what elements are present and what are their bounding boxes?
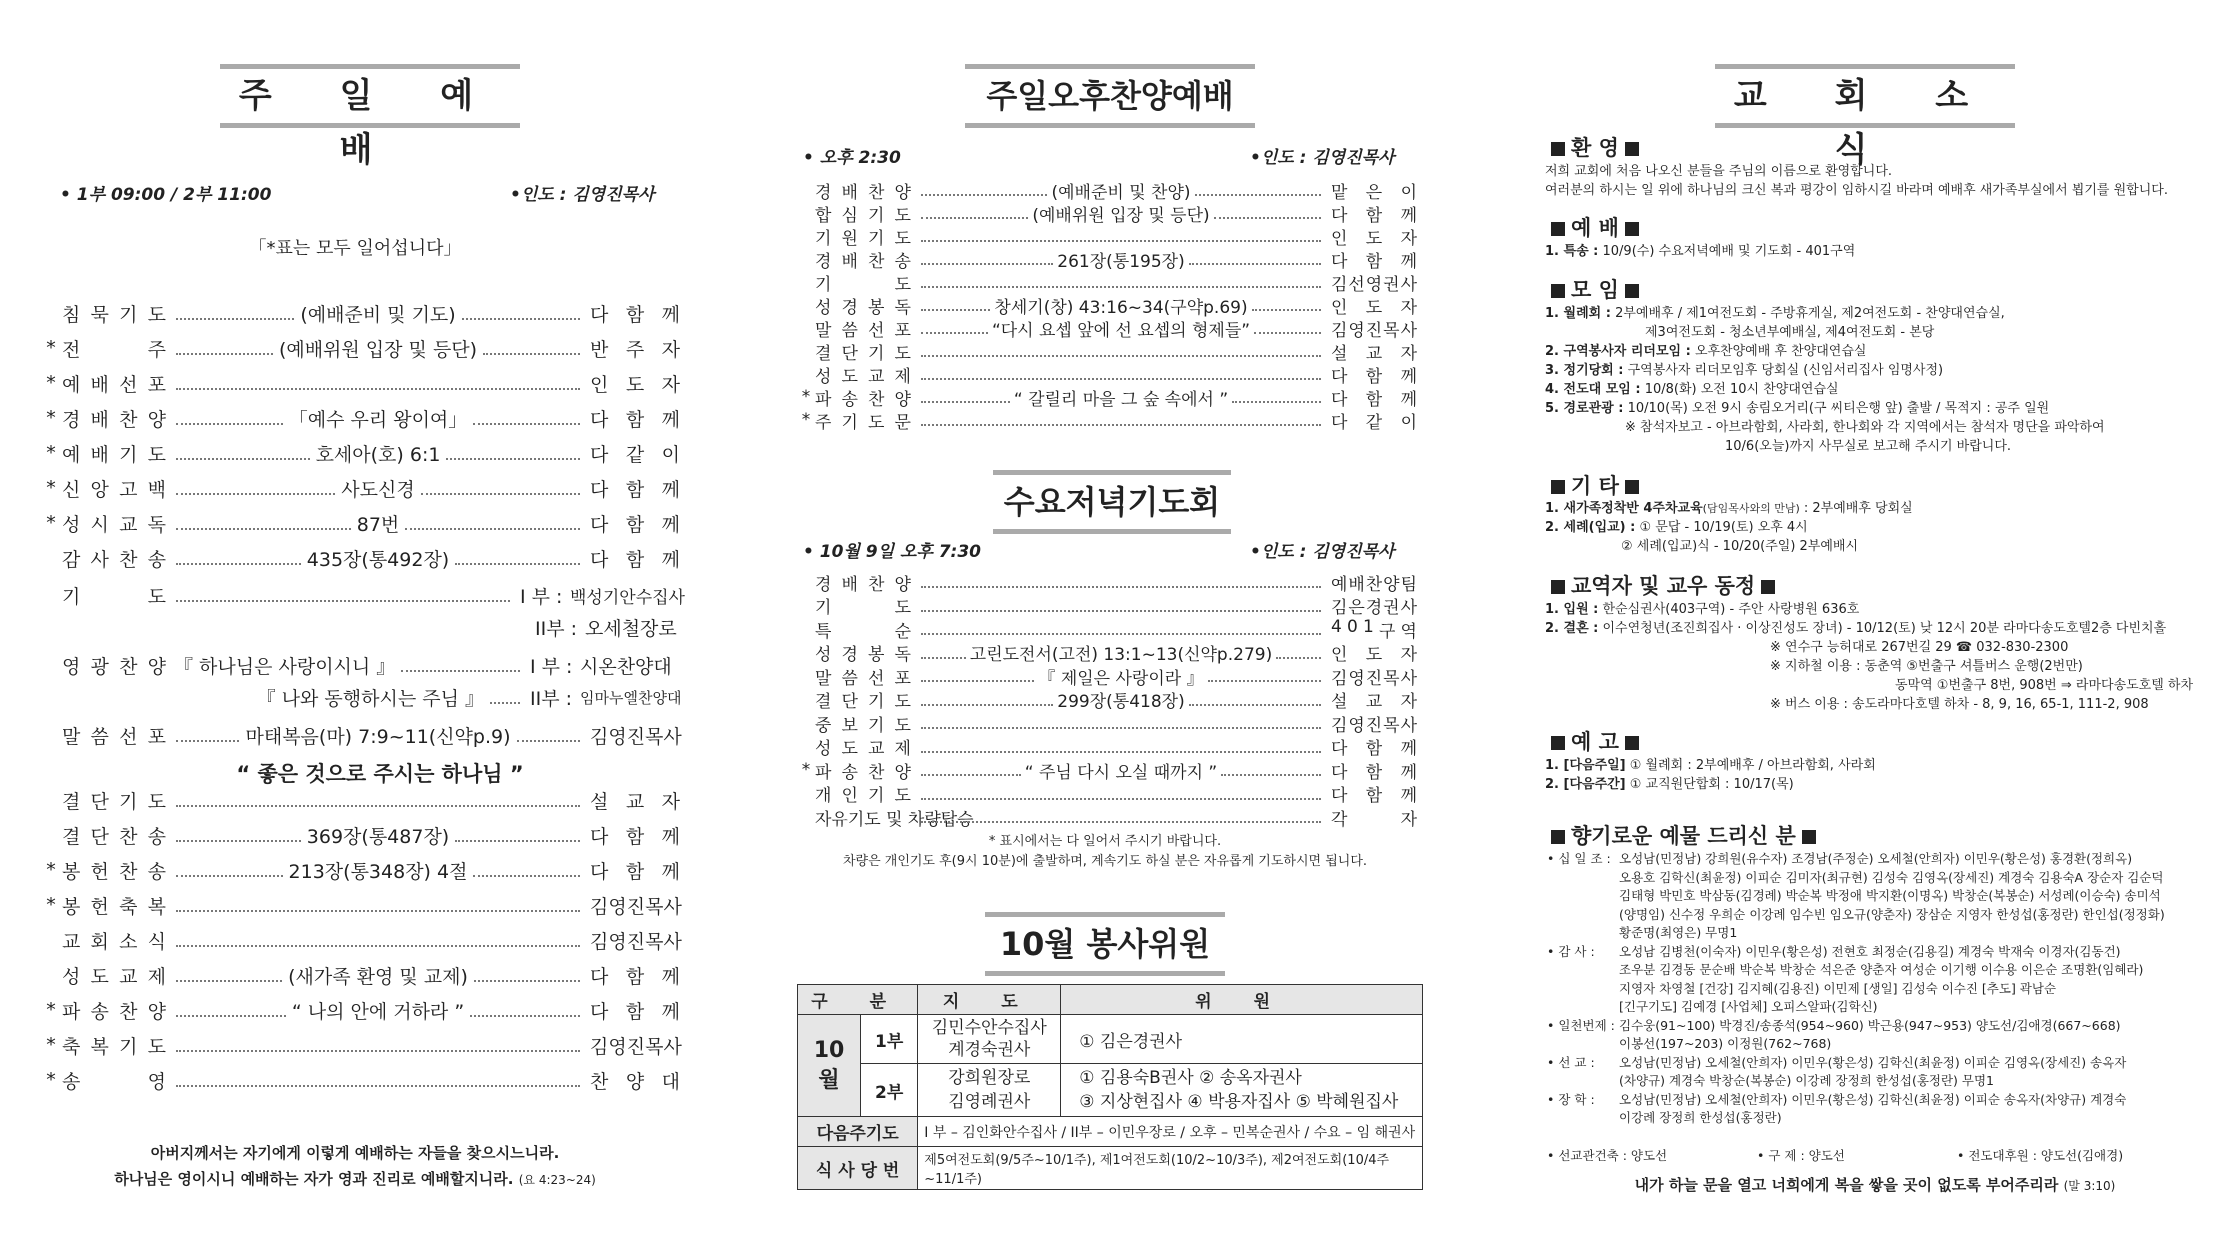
- order-name: 신 앙 고 백: [62, 478, 166, 501]
- offering-line: 지영자 차영철 [건강] 김지혜(김용진) 이민제 [생일] 김성숙 이수진 [추도] 곽남순: [1619, 980, 2057, 996]
- order-detail: “ 주님 다시 오실 때까지 ”: [1024, 762, 1218, 783]
- col-header: 지 도: [918, 985, 1061, 1015]
- order-name: 축 복 기 도: [62, 1035, 166, 1058]
- order-name: 파 송 찬 양: [815, 762, 911, 783]
- member-cell: ① 김용숙B권사 ② 송옥자권사 ③ 지상현집사 ④ 박용자집사 ⑤ 박혜원집사: [1061, 1064, 1423, 1117]
- order-name: 개 인 기 도: [815, 786, 911, 806]
- standing-mark: *: [46, 372, 56, 394]
- col-header: 구 분: [798, 985, 918, 1015]
- order-detail: 261장(통195장): [1057, 251, 1185, 272]
- order-name: 결 단 기 도: [815, 343, 911, 364]
- meeting-heading: 모 임: [1545, 274, 1645, 304]
- order-person: 다 함 께: [590, 825, 680, 848]
- order-name: 말 씀 선 포: [815, 668, 911, 689]
- part-cell: 2부: [861, 1064, 918, 1117]
- order-person: 4 0 1 구 역: [1331, 616, 1417, 642]
- square-icon: [1625, 142, 1639, 156]
- service-committee-table: [797, 984, 1423, 1190]
- verse-line-1: 아버지께서는 자기에게 이렇게 예배하는 자들을 찾으시느니라.: [150, 1144, 560, 1162]
- part-cell: 1부: [861, 1015, 918, 1064]
- standing-mark: *: [801, 387, 811, 407]
- order-name: 주 기 도 문: [815, 412, 911, 433]
- order-name: 송 영: [62, 1070, 166, 1093]
- part-label: I 부 :: [520, 585, 563, 608]
- order-detail: 사도신경: [341, 478, 415, 501]
- order-detail: 『 제일은 사랑이라 』: [1038, 668, 1204, 689]
- offering-line: • 장 학 : 오성남(민정남) 오세철(안희자) 이민우(황은성) 김학신(최윤정) 이피순 송옥자(차양규) 계경숙: [1547, 1091, 2127, 1107]
- offering-line: (양명임) 신수정 우희순 이강례 임수빈 임오규(양춘자) 장삼순 지영자 한성섭(홍정란) 한인섭(정정화): [1619, 906, 2165, 922]
- order-person: 다 함 께: [1331, 251, 1417, 272]
- order-person: 예 배 찬 양 팀: [1331, 574, 1417, 595]
- order-name: 성 시 교 독: [62, 513, 166, 536]
- order-row: [797, 178, 1417, 202]
- order-detail: 고린도전서(고전) 13:1~13(신약p.279): [969, 645, 1273, 665]
- order-row: [797, 782, 1417, 806]
- order-person: 설 교 자: [590, 790, 680, 813]
- welcome-text: 저희 교회에 처음 나오신 분들을 주님의 이름으로 환영합니다. 여러분의 하시는 일 위에 하나님의 크신 복과 평강이 임하시길 바라며 예배후 새가족부실에서 뵙기를 원합니다.: [1545, 164, 2168, 198]
- order-detail: 창세기(창) 43:16~34(구약p.69): [994, 297, 1248, 318]
- order-detail: (새가족 환영 및 교제): [288, 965, 468, 988]
- standing-mark: *: [46, 1034, 56, 1056]
- order-detail: 213장(통348장) 4절: [288, 860, 468, 883]
- staff-news-heading: 교역자 및 교우 동정: [1545, 570, 1781, 600]
- order-person: 김 영 진 목 사: [590, 1035, 682, 1058]
- church-news-column: [1535, 0, 2215, 1240]
- order-name: 기 도: [62, 585, 166, 608]
- order-row: [797, 408, 1417, 432]
- closing-verse: 내가 하늘 문을 열고 너희에게 복을 쌓을 곳이 없도록 부어주리라 (말 3:10): [1634, 1176, 2116, 1194]
- member-cell: ① 김은경권사: [1061, 1015, 1423, 1064]
- order-name: 말 씀 선 포: [62, 725, 166, 748]
- part-label: I 부 :: [530, 655, 573, 678]
- table-row: [798, 1015, 1423, 1064]
- order-person: 김 영 진 목 사: [1331, 715, 1417, 736]
- order-name: 중 보 기 도: [815, 715, 911, 736]
- staff-news-text: 1. 입원 : 한순심권사(403구역) - 주안 사랑병원 636호 2. 결혼 : 이수연청년(조진희집사 · 이상진성도 장녀) - 10/12(토) 낮 12시 20분 라마다송도호텔2층 다빈치홀 ※ 연수구 능허대로 267번길 29 ☎ 032-830-2300 ※ 지하철 이용 : 동춘역 ⑤번출구 셔틀버스 운행(2번만) 동막역 ①번출구 8번, 908번 ⇒ 라마다송도호텔 하차 ※ 버스 이용 : 송도라마다호텔 하차 - 8, 9, 16, 65-1, 111-2, 908: [1545, 602, 2194, 712]
- choir-song-1: 『 하나님은 사랑이시니 』: [174, 655, 396, 678]
- order-row: [797, 758, 1417, 782]
- order-person: 다 함 께: [1331, 366, 1417, 387]
- order-row: [40, 438, 680, 468]
- order-person: 다 함 께: [590, 548, 680, 571]
- order-person: 다 함 께: [590, 408, 680, 431]
- order-person: 설 교 자: [1331, 692, 1417, 712]
- standing-mark: *: [46, 442, 56, 464]
- prayer-leader-2: 오세철장로: [585, 617, 677, 640]
- square-icon: [1551, 142, 1565, 156]
- offering-list: [1547, 850, 2215, 1128]
- part-label: II부 :: [535, 617, 578, 640]
- month-cell: 10월: [798, 1015, 861, 1117]
- offering-line: (차양규) 계경숙 박창순(복봉순) 이강례 장정희 한성섭(홍정란) 무명1: [1619, 1073, 1995, 1088]
- order-detail: 369장(통487장): [306, 825, 450, 848]
- afternoon-leader: •인도 : 김영진목사: [1250, 148, 1395, 168]
- offering-heading: 향기로운 예물 드리신 분: [1545, 820, 1822, 850]
- order-detail: (예배준비 및 찬양): [1051, 182, 1191, 203]
- offering-line: 김태형 박민호 박삼동(김경례) 박순복 박정애 박지환(이명옥) 박창순(복봉순) 서성례(이승숙) 송미석: [1619, 888, 2161, 903]
- order-name: 봉 헌 축 복: [62, 895, 166, 918]
- order-row: [797, 201, 1417, 225]
- order-name: 성 도 교 제: [815, 366, 911, 387]
- next-week-prayer-value: I 부 – 김인화안수집사 / II부 – 이민우장로 / 오후 – 민복순권사 / 수요 – 임 해권사: [918, 1117, 1423, 1147]
- order-person: 맡 은 이: [1331, 182, 1417, 203]
- order-name: 결 단 찬 송: [62, 825, 166, 848]
- notice-text: 1. [다음주일] ① 월례회 : 2부예배후 / 아브라함회, 사라회 2. [다음주간] ① 교직원단합회 : 10/17(목): [1545, 758, 1876, 792]
- order-row: [797, 270, 1417, 294]
- standing-mark: *: [46, 859, 56, 881]
- order-name: 기 원 기 도: [815, 228, 911, 249]
- standing-mark: *: [46, 512, 56, 534]
- order-row: [40, 508, 680, 538]
- order-person: 다 함 께: [1331, 389, 1417, 410]
- standing-mark: *: [46, 1069, 56, 1091]
- sermon-row: [40, 720, 690, 750]
- square-icon: [1551, 222, 1565, 236]
- order-person: 다 같 이: [1331, 412, 1417, 433]
- order-name: 전 주: [62, 338, 166, 361]
- order-name: 합 심 기 도: [815, 205, 911, 226]
- order-detail: “ 나의 안에 거하라 ”: [291, 1000, 465, 1023]
- order-person: 찬 양 대: [590, 1070, 680, 1093]
- order-row: [40, 473, 680, 503]
- leader-cell: 김민수안수집사 계경숙권사: [918, 1015, 1061, 1064]
- offering-line: 오용호 김학신(최윤정) 이피순 김미자(최규현) 김성숙 김영옥(장세진) 계경숙 김용숙A 장순자 김순덕: [1619, 869, 2164, 885]
- order-detail: 87번: [356, 513, 400, 536]
- order-row: [40, 368, 680, 398]
- order-person: 다 함 께: [590, 513, 680, 536]
- order-row: [40, 543, 680, 573]
- worship-text: 1. 특송 : 10/9(수) 수요저녁예배 및 기도회 - 401구역: [1545, 244, 1856, 259]
- order-row: [797, 224, 1417, 248]
- wednesday-prayer-title: 수요저녁기도회: [993, 470, 1231, 534]
- afternoon-time: • 오후 2:30: [803, 148, 901, 168]
- order-row: [40, 925, 680, 955]
- order-row: [797, 339, 1417, 363]
- order-row: [40, 333, 680, 363]
- order-name: 영 광 찬 양: [62, 655, 166, 678]
- worship-heading: 예 배: [1545, 212, 1645, 242]
- order-person: 다 함 께: [1331, 205, 1417, 226]
- order-person: 반 주 자: [590, 338, 680, 361]
- offering-line: • 일천번제 : 김수웅(91~100) 박경진/송종석(954~960) 박근용(947~953) 양도선/김애경(667~668): [1547, 1017, 2121, 1033]
- order-person: 다 함 께: [590, 478, 680, 501]
- order-name: 파 송 찬 양: [815, 389, 911, 410]
- worship-leader: •인도 : 김영진목사: [510, 185, 655, 205]
- order-detail: “다시 요셉 앞에 선 요셉의 형제들”: [991, 320, 1251, 341]
- order-detail: (예배위원 입장 및 등단): [278, 338, 478, 361]
- order-row: [40, 890, 680, 920]
- order-name: 말 씀 선 포: [815, 320, 911, 341]
- standing-mark: *: [801, 760, 811, 780]
- square-icon: [1625, 480, 1639, 494]
- standing-mark: *: [46, 894, 56, 916]
- order-person: 김 영 진 목 사: [590, 895, 682, 918]
- notice-heading: 예 고: [1545, 726, 1645, 756]
- order-row: [797, 293, 1417, 317]
- welcome-heading: 환 영: [1545, 132, 1645, 162]
- order-detail: “ 갈릴리 마을 그 숲 속에서 ”: [1013, 389, 1229, 410]
- order-row: [40, 1030, 680, 1060]
- order-person: 인 도 자: [1331, 297, 1417, 318]
- order-person: 설 교 자: [1331, 343, 1417, 364]
- square-icon: [1625, 222, 1639, 236]
- choir-row-2: [170, 682, 690, 712]
- prayer-leader-1: 백성기안수집사: [570, 587, 685, 608]
- order-name: 기 도: [815, 274, 911, 295]
- table-row: [798, 1064, 1423, 1117]
- order-detail: (예배위원 입장 및 등단): [1032, 205, 1210, 226]
- order-name: 예 배 선 포: [62, 373, 166, 396]
- order-person: 다 함 께: [590, 303, 680, 326]
- offering-extra: • 선교관건축 : 양도선 • 구 제 : 양도선 • 전도대후원 : 양도선(김애경): [1547, 1148, 2124, 1163]
- sunday-worship-title: [220, 64, 520, 170]
- order-name: 성 도 교 제: [815, 739, 911, 759]
- order-name: 경 배 찬 양: [62, 408, 166, 431]
- worship-time: • 1부 09:00 / 2부 11:00: [60, 185, 272, 205]
- offering-line: 이봉선(197~203) 이정원(762~768): [1619, 1036, 1832, 1051]
- square-icon: [1551, 830, 1565, 844]
- order-row: [797, 805, 1417, 829]
- order-name: 경 배 찬 송: [815, 251, 911, 272]
- order-person: 다 함 께: [1331, 786, 1417, 806]
- offering-line: [긴구기도] 김예경 [사업체] 오피스알파(김학신): [1619, 999, 1878, 1014]
- part-label: II부 :: [530, 687, 573, 710]
- afternoon-worship-title: 주일오후찬양예배: [965, 64, 1255, 128]
- order-person: 김 영 진 목 사: [590, 930, 682, 953]
- offering-line: • 감 사 : 오성남 김병천(이숙자) 이민우(황은성) 전현호 최정순(김용길) 계경숙 박재숙 이경자(김동건): [1547, 943, 2121, 959]
- order-row: [40, 403, 680, 433]
- choir-song-2: 『 나와 동행하시는 주님 』: [256, 687, 484, 710]
- order-row: [797, 247, 1417, 271]
- meal-duty-label: 식 사 당 번: [798, 1147, 918, 1190]
- square-icon: [1551, 736, 1565, 750]
- order-name: 성 경 봉 독: [815, 297, 911, 318]
- square-icon: [1551, 580, 1565, 594]
- order-person: 김 은 경 권 사: [1331, 598, 1417, 618]
- standing-mark: *: [46, 337, 56, 359]
- order-row: [797, 711, 1417, 735]
- square-icon: [1625, 284, 1639, 298]
- meal-duty-value: 제5여전도회(9/5주~10/1주), 제1여전도회(10/2~10/3주), 제2여전도회(10/4주~11/1주): [918, 1147, 1423, 1190]
- order-person: 각 자: [1331, 809, 1417, 830]
- order-detail: 「예수 우리 왕이여」: [288, 408, 468, 431]
- order-name: 경 배 찬 양: [815, 574, 911, 595]
- offering-line: • 십 일 조 : 오성남(민정남) 강희원(유수자) 조경남(주정순) 오세철(안희자) 이민우(황은성) 홍경환(정희옥): [1547, 851, 2133, 866]
- order-detail: 435장(통492장): [306, 548, 450, 571]
- order-person: 다 함 께: [590, 860, 680, 883]
- order-name: 경 배 찬 양: [815, 182, 911, 203]
- order-row: [40, 785, 680, 815]
- sermon-preacher: 김영진목사: [590, 725, 682, 748]
- title-text: 주 일 예 배: [238, 76, 502, 170]
- offering-line: 이강례 장정희 한성섭(홍정란): [1619, 1110, 1782, 1125]
- table-header-row: [798, 985, 1423, 1015]
- order-person: 다 함 께: [1331, 762, 1417, 783]
- standing-note-2: * 표시에서는 다 일어서 주시기 바랍니다.: [988, 834, 1222, 849]
- square-icon: [1761, 580, 1775, 594]
- etc-text: 1. 새가족정착반 4주차교육(담임목사와의 만남) : 2부예배후 당회실 2. 세례(입교) : ① 문답 - 10/19(토) 오후 4시 ② 세례(입교)식 - 10/20(주일) 2부예배시: [1545, 501, 1913, 554]
- standing-note: 「*표는 모두 일어섭니다」: [248, 238, 462, 259]
- etc-heading: 기 타: [1545, 470, 1645, 500]
- standing-mark: *: [801, 410, 811, 430]
- order-detail: (예배준비 및 기도): [300, 303, 456, 326]
- vehicle-note: 차량은 개인기도 후(9시 10분)에 출발하며, 계속기도 하실 분은 자유롭게 기도하시면 됩니다.: [842, 854, 1368, 869]
- order-name: 자유기도 및 차량탑승: [815, 809, 974, 830]
- order-row: [797, 316, 1417, 340]
- order-row: [797, 688, 1417, 712]
- order-row: [797, 385, 1417, 409]
- order-name: 예 배 기 도: [62, 443, 166, 466]
- order-detail: 299장(통418장): [1057, 692, 1185, 712]
- order-name: 결 단 기 도: [815, 692, 911, 712]
- offering-line: 조우분 김경동 문순배 박순복 박창순 석은준 양춘자 여성순 이기행 이수용 이은순 조명환(임혜라): [1619, 962, 2144, 977]
- order-name: 봉 헌 찬 송: [62, 860, 166, 883]
- order-row: [40, 1065, 680, 1095]
- order-row: [797, 664, 1417, 688]
- square-icon: [1551, 284, 1565, 298]
- wednesday-time: • 10월 9일 오후 7:30: [803, 542, 981, 562]
- leader-cell: 강희원장로 김영례권사: [918, 1064, 1061, 1117]
- order-row: [797, 641, 1417, 665]
- table-row: [798, 1117, 1423, 1147]
- order-person: 다 같 이: [590, 443, 680, 466]
- choir-1: 시온찬양대: [580, 655, 672, 678]
- order-row: [797, 570, 1417, 594]
- service-committee-title: 10월 봉사위원: [985, 912, 1225, 976]
- sunday-worship-column: [0, 0, 710, 1240]
- order-name: 결 단 기 도: [62, 790, 166, 813]
- order-name: 기 도: [815, 598, 911, 618]
- order-name: 특 순: [815, 621, 911, 642]
- sermon-title: “ 좋은 것으로 주시는 하나님 ”: [236, 762, 524, 786]
- order-row: [40, 820, 680, 850]
- order-person: 인 도 자: [1331, 645, 1417, 665]
- order-name: 감 사 찬 송: [62, 548, 166, 571]
- order-person: 김 영 진 목 사: [1331, 320, 1417, 341]
- prayer-row-2: [535, 612, 715, 642]
- standing-mark: *: [46, 407, 56, 429]
- sermon-scripture: 마태복음(마) 7:9~11(신약p.9): [245, 725, 511, 748]
- order-person: 다 함 께: [1331, 739, 1417, 759]
- order-name: 침 묵 기 도: [62, 303, 166, 326]
- choir-2: 임마누엘찬양대: [580, 688, 682, 707]
- col-header: 위 원: [1061, 985, 1423, 1015]
- order-name: 성 경 봉 독: [815, 645, 911, 665]
- standing-mark: *: [46, 477, 56, 499]
- order-person: 김 선 영 권 사: [1331, 274, 1417, 295]
- offering-line: • 선 교 : 오성남(민정남) 오세철(안희자) 이민우(황은성) 김학신(최윤정) 이피순 김영옥(장세진) 송옥자: [1547, 1054, 2127, 1070]
- order-row: [797, 362, 1417, 386]
- wednesday-leader: •인도 : 김영진목사: [1250, 542, 1395, 562]
- afternoon-column: [775, 0, 1435, 1240]
- choir-row: [40, 650, 690, 680]
- order-row: [797, 735, 1417, 759]
- church-news-title: 교 회 소 식: [1715, 64, 2015, 128]
- square-icon: [1625, 736, 1639, 750]
- order-person: 김 영 진 목 사: [1331, 668, 1417, 689]
- order-row: [40, 855, 680, 885]
- meeting-text: 1. 월례회 : 2부예배후 / 제1여전도회 - 주방휴게실, 제2여전도회 - 찬양대연습실, 제3여전도회 - 청소년부예배실, 제4여전도회 - 본당 2. 구역봉사자 리더모임 : 오후찬양예배 후 찬양대연습실 3. 정기당회 : 구역봉사자 리더모임후 당회실 (신임서리집사 임명사정) 4. 전도대 모임 : 10/8(화) 오전 10시 찬양대연습실 5. 경로관광 : 10/10(목) 오전 9시 송림오거리(구 씨티은행 앞) 출발 / 목적지 : 공주 일원 ※ 참석자보고 - 아브라함회, 사라회, 한나회와 각 지역에서는 참석자 명단을 파악하여 10/6(오늘)까지 사무실로 보고해 주시기 바랍니다.: [1545, 306, 2105, 454]
- order-row: [797, 594, 1417, 618]
- order-row: [40, 298, 680, 328]
- order-name: 교 회 소 식: [62, 930, 166, 953]
- order-person: 다 함 께: [590, 965, 680, 988]
- order-person: 인 도 자: [590, 373, 680, 396]
- order-row: [40, 960, 680, 990]
- square-icon: [1802, 830, 1816, 844]
- order-person: 인 도 자: [1331, 228, 1417, 249]
- order-name: 파 송 찬 양: [62, 1000, 166, 1023]
- order-row: [797, 617, 1417, 641]
- order-row: [40, 995, 680, 1025]
- offering-line: 황준명(최영은) 무명1: [1619, 925, 1738, 940]
- verse-line-2: 하나님은 영이시니 예배하는 자가 영과 진리로 예배할지니라. (요 4:23~24): [114, 1170, 596, 1188]
- order-detail: 호세아(호) 6:1: [315, 443, 441, 466]
- square-icon: [1551, 480, 1565, 494]
- order-person: 다 함 께: [590, 1000, 680, 1023]
- next-week-prayer-label: 다음주기도: [798, 1117, 918, 1147]
- table-row: [798, 1147, 1423, 1190]
- prayer-row: [40, 580, 685, 610]
- standing-mark: *: [46, 999, 56, 1021]
- order-name: 성 도 교 제: [62, 965, 166, 988]
